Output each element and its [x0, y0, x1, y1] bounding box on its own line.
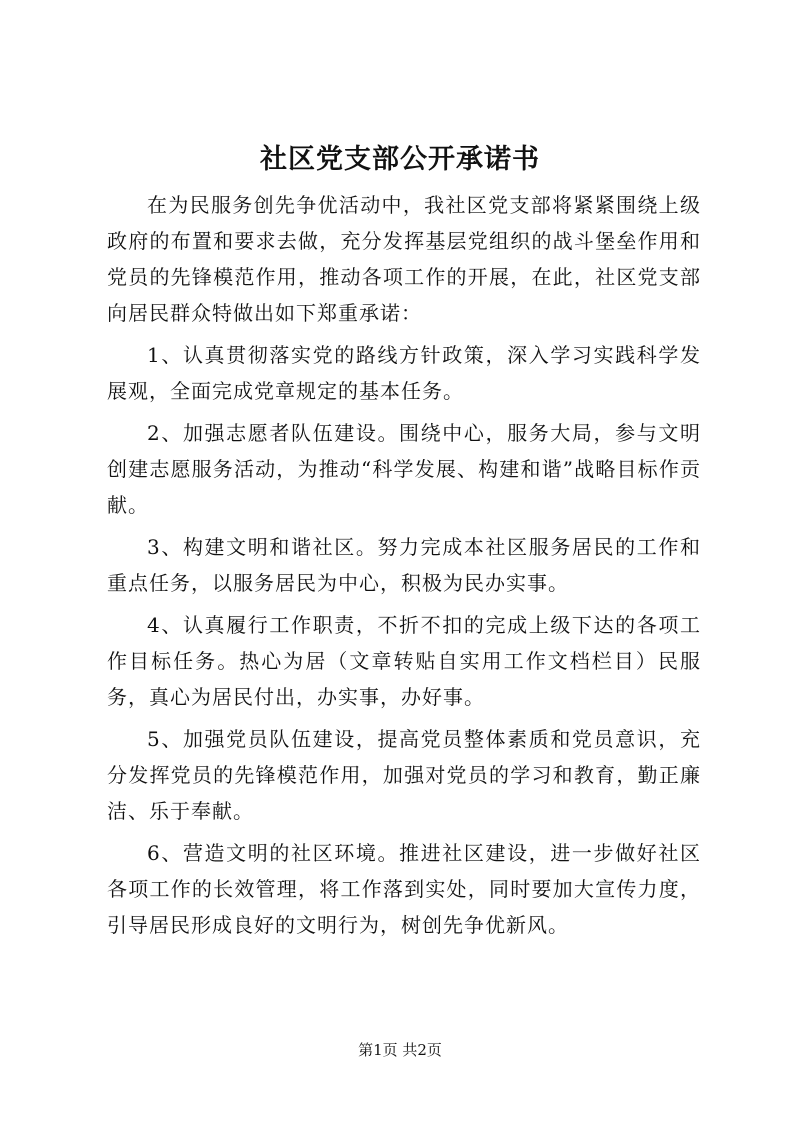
document-body [107, 187, 701, 949]
paragraph-item-2: 2、加强志愿者队伍建设。围绕中心，服务大局，参与文明创建志愿服务活动，为推动“科学发展、构建和谐”战略目标作贡献。 [107, 421, 701, 517]
document-title: 社区党支部公开承诺书 [260, 144, 540, 175]
paragraph-item-1: 1、认真贯彻落实党的路线方针政策，深入学习实践科学发展观，全面完成党章规定的基本任务。 [107, 343, 701, 403]
paragraph-item-4: 4、认真履行工作职责，不折不扣的完成上级下达的各项工作目标任务。热心为居（文章转贴自实用工作文档栏目）民服务，真心为居民付出，办实事，办好事。 [107, 613, 701, 709]
page-number-footer: 第1页 共2页 [358, 1041, 442, 1059]
paragraph-item-6: 6、营造文明的社区环境。推进社区建设，进一步做好社区各项工作的长效管理，将工作落到实处，同时要加大宣传力度，引导居民形成良好的文明行为，树创先争优新风。 [107, 841, 701, 937]
paragraph-intro: 在为民服务创先争优活动中，我社区党支部将紧紧围绕上级政府的布置和要求去做，充分发挥基层党组织的战斗堡垒作用和党员的先锋模范作用，推动各项工作的开展，在此，社区党支部向居民群众特做出如下郑重承诺： [107, 193, 701, 325]
paragraph-item-3: 3、构建文明和谐社区。努力完成本社区服务居民的工作和重点任务，以服务居民为中心，积极为民办实事。 [107, 535, 701, 595]
paragraph-item-5: 5、加强党员队伍建设，提高党员整体素质和党员意识，充分发挥党员的先锋模范作用，加强对党员的学习和教育，勤正廉洁、乐于奉献。 [107, 727, 701, 823]
